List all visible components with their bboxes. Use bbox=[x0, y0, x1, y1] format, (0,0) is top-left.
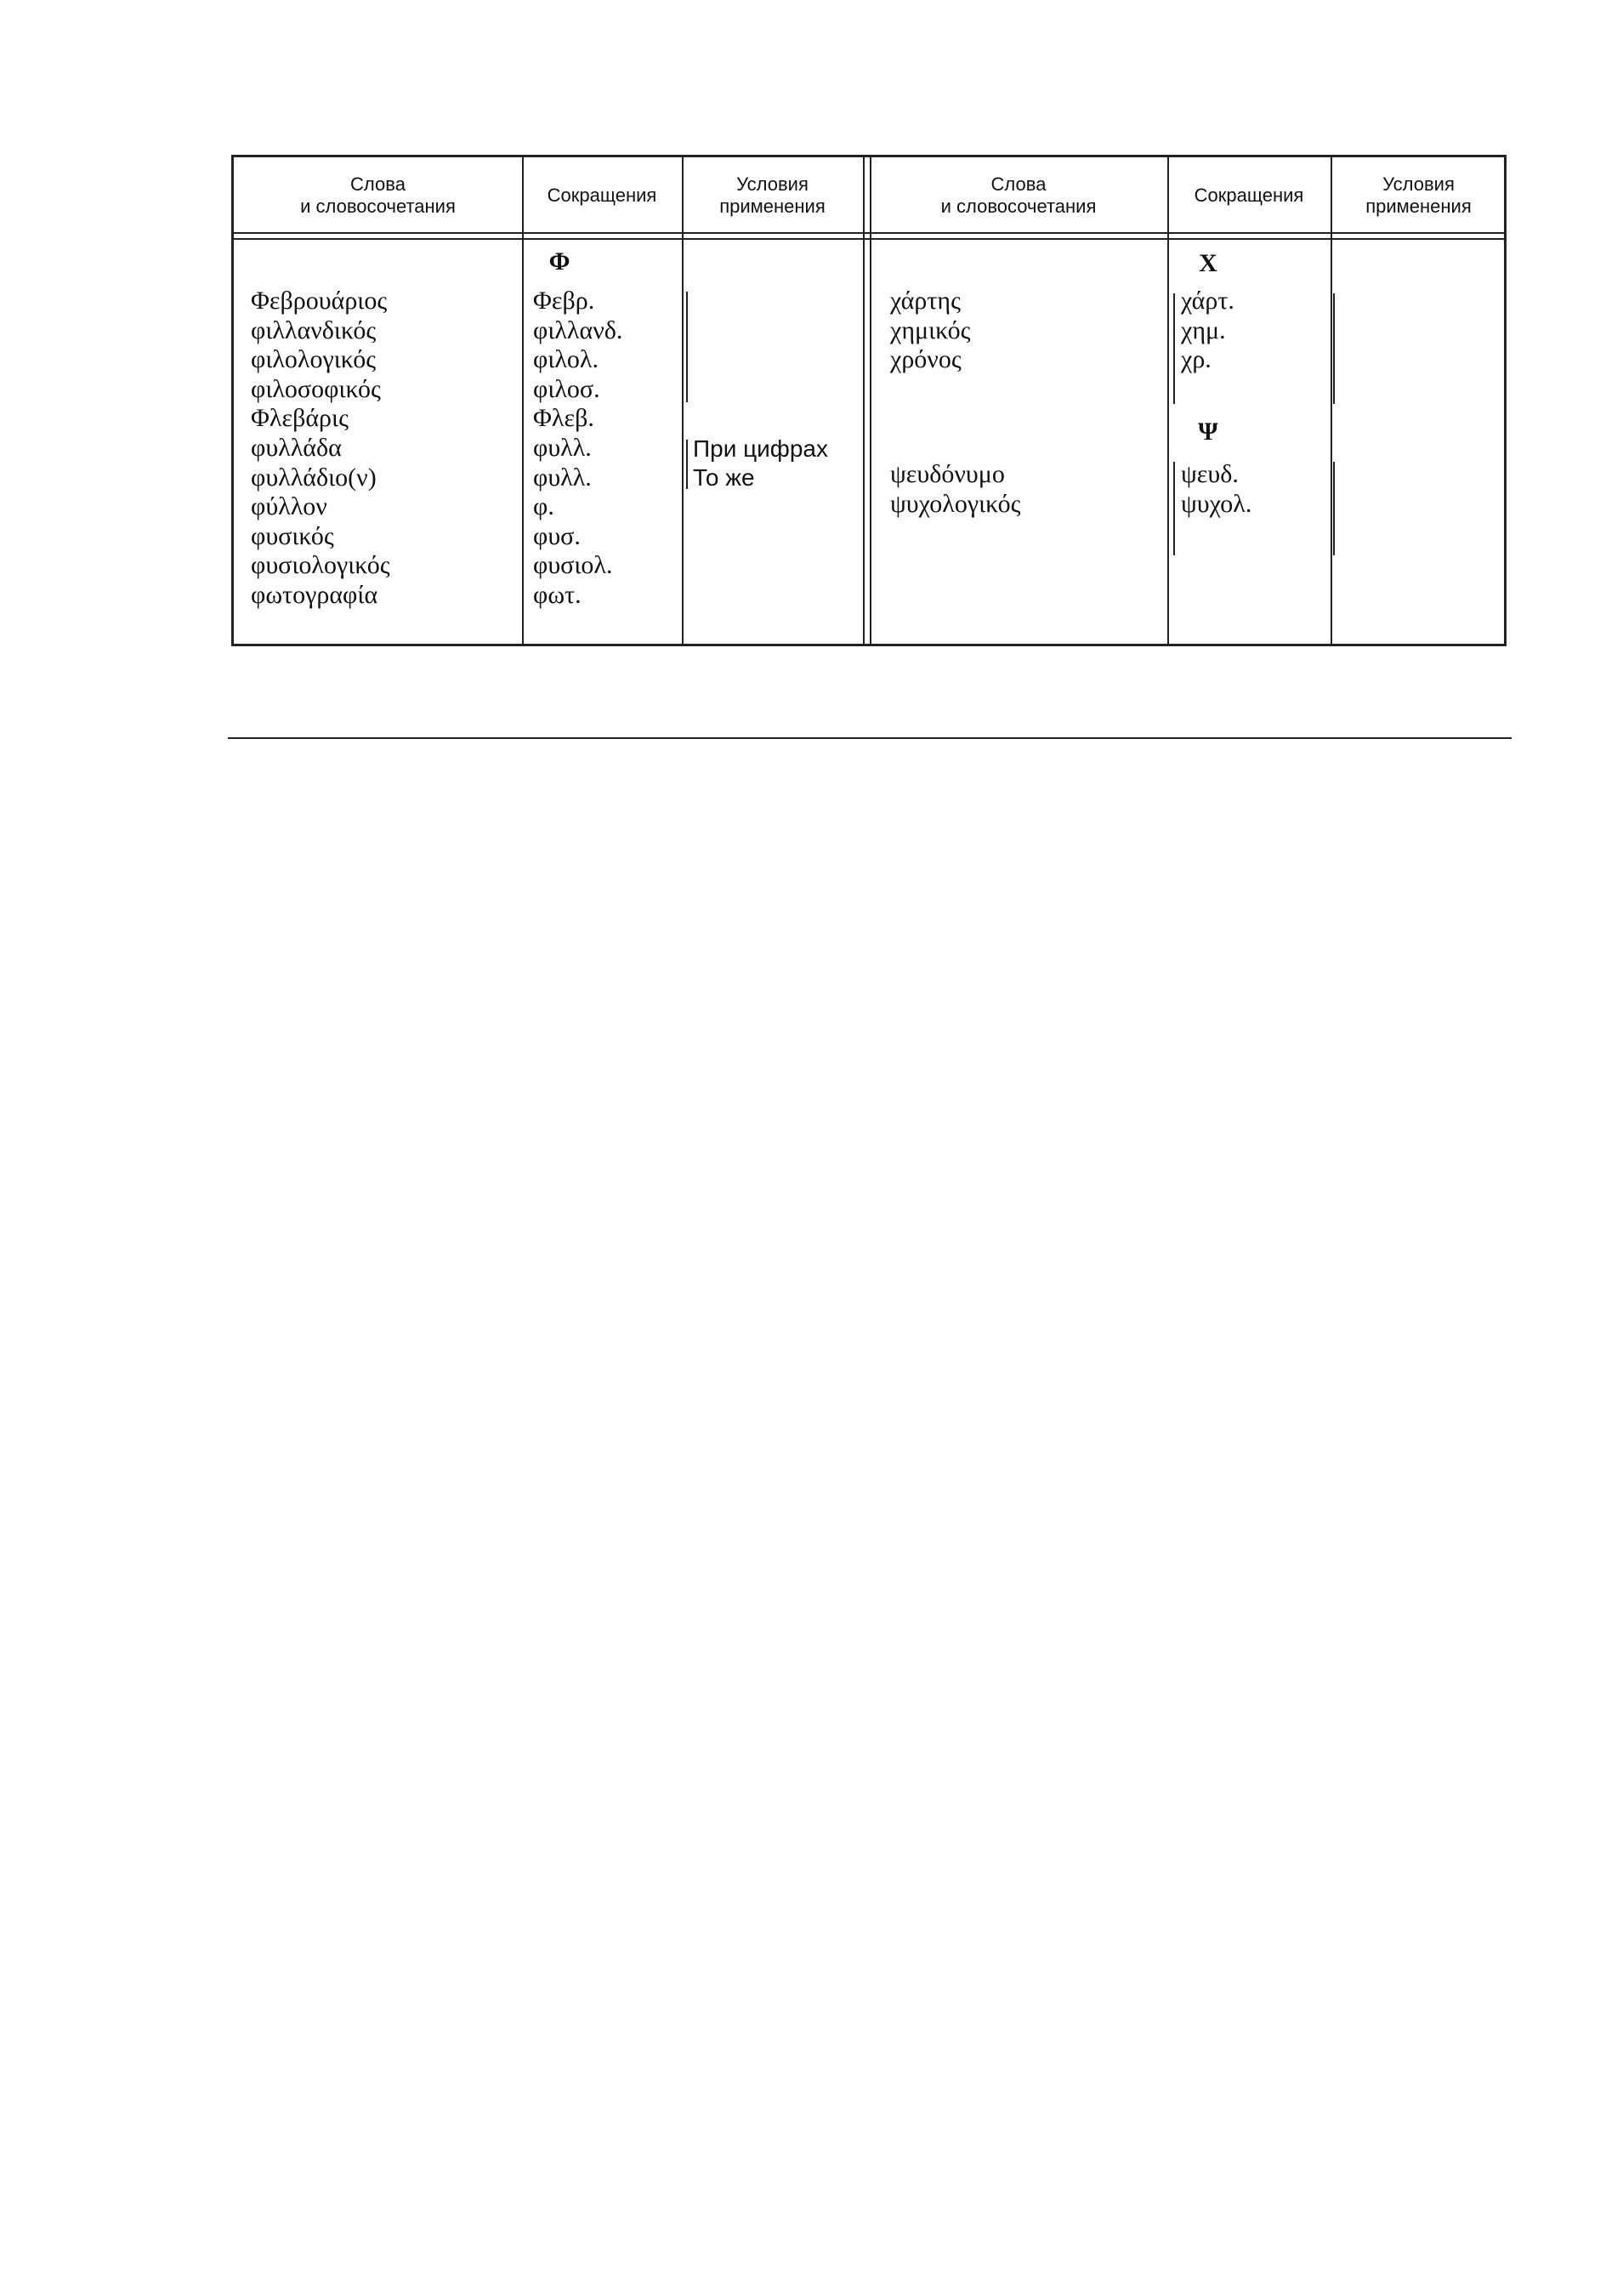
list-item: χάρτ. bbox=[1181, 287, 1234, 315]
header-words: Слова и словосочетания bbox=[940, 173, 1097, 217]
list-item: φιλοσοφικός bbox=[251, 374, 381, 403]
header-abbreviations: Сокращения bbox=[1194, 185, 1304, 206]
list-item: φυλλάδιο(ν) bbox=[251, 463, 377, 492]
header-separator bbox=[234, 238, 1504, 240]
list-item: φιλοσ. bbox=[533, 374, 600, 403]
list-item: Φλεβ. bbox=[533, 404, 594, 433]
list-item: φυλλ. bbox=[533, 463, 592, 492]
horizontal-rule bbox=[228, 737, 1512, 739]
list-item: φύλλον bbox=[251, 492, 327, 521]
abbreviation-bracket bbox=[1173, 462, 1175, 555]
list-item: φωτ. bbox=[533, 580, 582, 609]
list-item: Φεβρ. bbox=[533, 287, 595, 315]
list-item: ψυχολ. bbox=[1181, 489, 1252, 518]
list-item: χρ. bbox=[1181, 345, 1212, 374]
list-item: φ. bbox=[533, 492, 554, 521]
list-item: φωτογραφία bbox=[251, 580, 378, 609]
list-item: φυσ. bbox=[533, 521, 581, 550]
header-conditions: Условия применения bbox=[719, 173, 826, 217]
conditions-bracket bbox=[686, 440, 688, 489]
right-words-list-psi bbox=[890, 460, 1021, 519]
list-item: χημ. bbox=[1181, 315, 1226, 344]
list-item: ψυχολογικός bbox=[890, 489, 1021, 518]
list-item: χρόνος bbox=[890, 345, 962, 374]
right-words-list-chi bbox=[890, 287, 971, 375]
list-item: φυσικός bbox=[251, 521, 334, 550]
header-words: Слова и словосочетания bbox=[300, 173, 456, 217]
section-letter-phi: Φ bbox=[548, 247, 570, 276]
section-divider bbox=[863, 157, 865, 644]
header-conditions: Условия применения bbox=[1365, 173, 1472, 217]
list-item: φιλλανδ. bbox=[533, 315, 623, 344]
left-words-list bbox=[251, 287, 390, 611]
list-item: φιλολ. bbox=[533, 345, 599, 374]
list-item: χημικός bbox=[890, 315, 971, 344]
list-item: φιλολογικός bbox=[251, 345, 377, 374]
list-item: φιλλανδικός bbox=[251, 315, 377, 344]
list-item: φυσιολ. bbox=[533, 551, 613, 580]
abbreviation-table bbox=[231, 155, 1507, 646]
conditions-bracket bbox=[686, 292, 688, 402]
right-abbreviations-list-chi bbox=[1181, 287, 1234, 375]
right-abbreviations-list-psi bbox=[1181, 460, 1251, 519]
list-item: ψευδ. bbox=[1181, 460, 1239, 488]
left-abbreviations-list bbox=[533, 287, 622, 611]
section-letter-psi: Ψ bbox=[1198, 418, 1218, 446]
list-item: Φεβρουάριος bbox=[251, 287, 388, 315]
list-item: χάρτης bbox=[890, 287, 961, 315]
list-item: Φλεβάρις bbox=[251, 404, 349, 433]
abbreviation-bracket bbox=[1173, 293, 1175, 404]
condition-text: То же bbox=[693, 464, 755, 491]
header-abbreviations: Сокращения bbox=[547, 185, 657, 206]
conditions-bracket bbox=[1333, 293, 1335, 404]
list-item: φυλλ. bbox=[533, 433, 592, 462]
list-item: ψευδόνυμο bbox=[890, 460, 1005, 488]
section-letter-chi: X bbox=[1199, 249, 1217, 277]
list-item: φυσιολογικός bbox=[251, 551, 390, 580]
list-item: φυλλάδα bbox=[251, 433, 342, 462]
condition-text: При цифрах bbox=[693, 435, 828, 462]
conditions-bracket bbox=[1333, 462, 1335, 555]
